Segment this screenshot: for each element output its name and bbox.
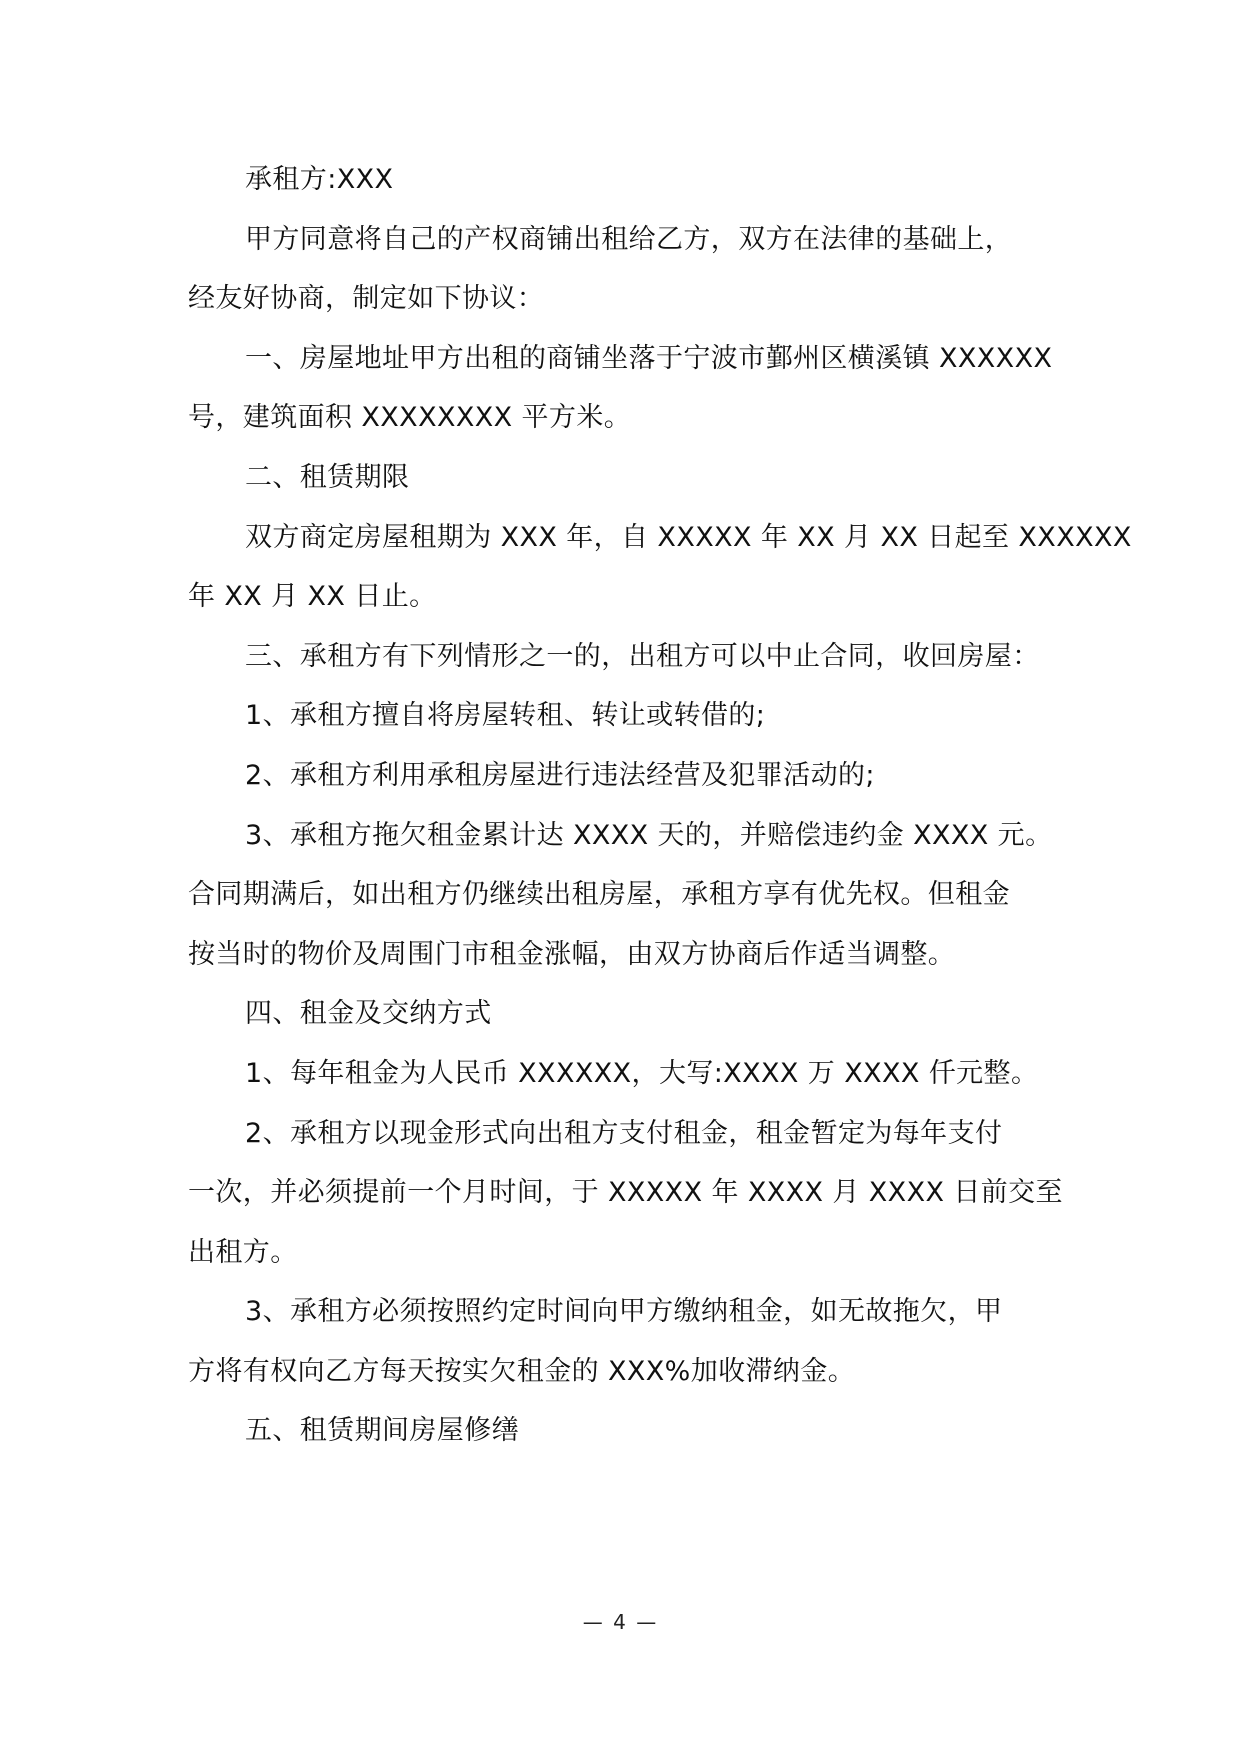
paragraph-line: 方将有权向乙方每天按实欠租金的 XXX%加收滞纳金。 (188, 1355, 856, 1387)
paragraph-line: 五、租赁期间房屋修缮 (245, 1415, 519, 1447)
paragraph-line: 2、承租方利用承租房屋进行违法经营及犯罪活动的; (245, 759, 875, 791)
document-body (188, 150, 1132, 1461)
paragraph-line: 一次，并必须提前一个月时间，于 XXXXX 年 XXXX 月 XXXX 日前交至 (188, 1177, 1063, 1209)
paragraph-line: 四、租金及交纳方式 (245, 998, 492, 1030)
paragraph-line: 合同期满后，如出租方仍继续出租房屋，承租方享有优先权。但租金 (188, 879, 1010, 911)
paragraph-line: 1、每年租金为人民币 XXXXXX，大写:XXXX 万 XXXX 仟元整。 (245, 1057, 1039, 1089)
paragraph-line: 双方商定房屋租期为 XXX 年，自 XXXXX 年 XX 月 XX 日起至 XXXXXX (245, 521, 1132, 553)
paragraph-line: 一、房屋地址甲方出租的商铺坐落于宁波市鄞州区横溪镇 XXXXXX (245, 342, 1053, 374)
paragraph-line: 承租方:XXX (245, 164, 394, 195)
paragraph-line: 3、承租方拖欠租金累计达 XXXX 天的，并赔偿违约金 XXXX 元。 (245, 819, 1053, 851)
paragraph-line: 2、承租方以现金形式向出租方支付租金，租金暂定为每年支付 (245, 1117, 1003, 1149)
paragraph-line: 出租方。 (188, 1236, 298, 1268)
paragraph-line: 三、承租方有下列情形之一的，出租方可以中止合同，收回房屋： (245, 640, 1040, 672)
paragraph-line: 号，建筑面积 XXXXXXXX 平方米。 (188, 402, 632, 434)
paragraph-line: 二、租赁期限 (245, 461, 410, 493)
page-number: — 4 — (582, 1610, 659, 1634)
paragraph-line: 经友好协商，制定如下协议： (188, 283, 545, 315)
paragraph-line: 年 XX 月 XX 日止。 (188, 581, 437, 613)
paragraph-line: 按当时的物价及周围门市租金涨幅，由双方协商后作适当调整。 (188, 938, 956, 970)
paragraph-line: 甲方同意将自己的产权商铺出租给乙方，双方在法律的基础上， (245, 223, 1013, 255)
paragraph-line: 1、承租方擅自将房屋转租、转让或转借的; (245, 700, 766, 732)
paragraph-line: 3、承租方必须按照约定时间向甲方缴纳租金，如无故拖欠，甲 (245, 1296, 1003, 1328)
